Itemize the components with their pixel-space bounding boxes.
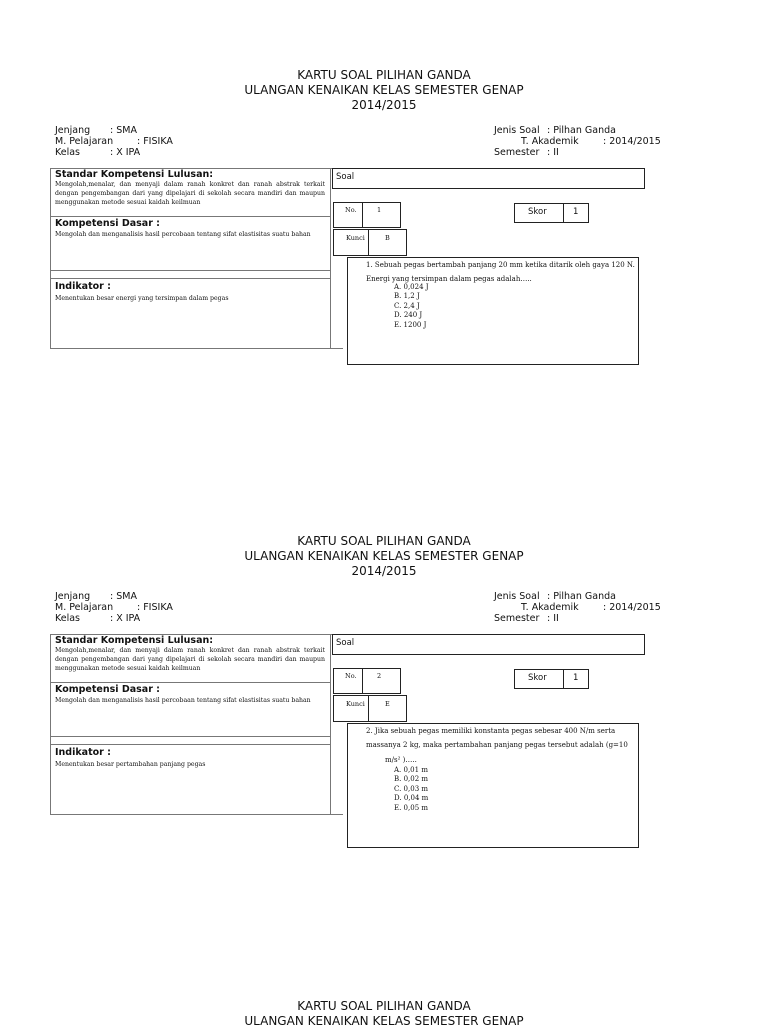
option-a: A. 0,01 m — [394, 766, 428, 774]
question-line-2: massanya 2 kg, maka pertambahan panjang pegas tersebut adalah (g=10 — [366, 741, 628, 749]
kd-section — [51, 216, 330, 271]
title-line1: KARTU SOAL PILIHAN GANDA — [297, 68, 471, 82]
value-jenis-soal: : Pilhan Ganda — [547, 591, 616, 602]
no-value: 1 — [377, 206, 382, 214]
kd-text: Mengolah dan menganalisis hasil percobaan tentang sifat elastisitas suatu bahan — [55, 697, 311, 704]
label-pelajaran: M. Pelajaran — [55, 136, 114, 147]
kunci-label: Kunci — [346, 234, 365, 242]
skl-title: Standar Kompetensi Lulusan: — [55, 169, 214, 180]
skor-label: Skor — [528, 673, 547, 683]
question-card-1 — [0, 0, 768, 440]
indikator-text: Menentukan besar energi yang tersimpan dalam pegas — [55, 295, 229, 302]
value-pelajaran: : FISIKA — [137, 602, 173, 613]
title-line1: KARTU SOAL PILIHAN GANDA — [297, 999, 471, 1013]
indikator-section — [51, 744, 330, 817]
question-line-1: 1. Sebuah pegas bertambah panjang 20 mm ketika ditarik oleh gaya 120 N. — [366, 261, 635, 269]
value-semester: : II — [547, 147, 559, 158]
label-akademik: T. Akademik — [521, 602, 579, 613]
value-kelas: : X IPA — [110, 613, 141, 624]
option-c: C. 2,4 J — [394, 301, 420, 310]
skor-value: 1 — [573, 207, 579, 217]
option-b: B. 0,02 m — [394, 775, 429, 784]
soal-header — [332, 634, 645, 655]
card-title-3 — [0, 999, 768, 1029]
kd-title: Kompetensi Dasar : — [55, 218, 160, 229]
indikator-title: Indikator : — [55, 281, 111, 292]
value-jenis-soal: : Pilhan Ganda — [547, 125, 616, 136]
skl-text: Mengolah,menalar, dan menyaji dalam ranah konkret dan ranah abstrak terkait dengan pengembangan dari yang dipelajari di sekolah secara mandiri dan maupun menggunakan metode sesuai kaidah keilmuan — [55, 181, 325, 206]
value-jenjang: : SMA — [110, 125, 137, 136]
kunci-box — [333, 229, 407, 256]
option-d: D. 240 J — [394, 311, 423, 320]
indikator-title: Indikator : — [55, 747, 111, 758]
option-e: E. 1200 J — [394, 320, 427, 329]
label-jenjang: Jenjang — [55, 591, 91, 602]
title-line2: ULANGAN KENAIKAN KELAS SEMESTER GENAP — [244, 1014, 524, 1028]
soal-label: Soal — [336, 638, 355, 648]
kunci-box — [333, 695, 407, 722]
value-pelajaran: : FISIKA — [137, 136, 173, 147]
question-unit-line: m/s² )….. — [385, 756, 417, 764]
title-line1: KARTU SOAL PILIHAN GANDA — [297, 534, 471, 548]
title-line3: 2014/2015 — [351, 98, 417, 112]
no-box — [333, 668, 401, 694]
label-pelajaran: M. Pelajaran — [55, 602, 114, 613]
card-title-2 — [0, 534, 768, 579]
option-e: E. 0,05 m — [394, 803, 429, 812]
soal-label: Soal — [336, 172, 355, 182]
soal-header — [332, 168, 645, 189]
option-c: C. 0,03 m — [394, 784, 429, 793]
value-jenjang: : SMA — [110, 591, 137, 602]
skl-section — [51, 635, 330, 683]
skor-value: 1 — [573, 673, 579, 683]
kunci-value: E — [385, 700, 390, 708]
label-jenis-soal: Jenis Soal — [494, 125, 540, 136]
option-d: D. 0,04 m — [394, 794, 429, 803]
card-title-1 — [0, 68, 768, 113]
no-label: No. — [345, 206, 357, 214]
skor-box — [514, 669, 589, 689]
competency-box — [50, 168, 343, 349]
label-semester: Semester — [494, 147, 540, 158]
no-box — [333, 202, 401, 228]
label-jenis-soal: Jenis Soal — [494, 591, 540, 602]
option-a: A. 0,024 J — [394, 283, 429, 291]
value-akademik: : 2014/2015 — [603, 136, 661, 147]
kunci-label: Kunci — [346, 700, 365, 708]
label-akademik: T. Akademik — [521, 136, 579, 147]
kd-section — [51, 682, 330, 737]
competency-box — [50, 634, 343, 815]
title-line2: ULANGAN KENAIKAN KELAS SEMESTER GENAP — [244, 83, 524, 97]
title-line2: ULANGAN KENAIKAN KELAS SEMESTER GENAP — [244, 549, 524, 563]
label-kelas: Kelas — [55, 147, 81, 158]
label-jenjang: Jenjang — [55, 125, 91, 136]
skl-text: Mengolah,menalar, dan menyaji dalam ranah konkret dan ranah abstrak terkait dengan pengembangan dari yang dipelajari di sekolah secara mandiri dan maupun menggunakan metode sesuai kaidah keilmuan — [55, 647, 325, 672]
skl-section — [51, 169, 330, 217]
kunci-value: B — [385, 234, 390, 242]
label-semester: Semester — [494, 613, 540, 624]
no-value: 2 — [377, 672, 382, 680]
no-label: No. — [345, 672, 357, 680]
option-b: B. 1,2 J — [394, 292, 420, 301]
kd-title: Kompetensi Dasar : — [55, 684, 160, 695]
value-kelas: : X IPA — [110, 147, 141, 158]
indikator-section — [51, 278, 330, 351]
question-line-1: 2. Jika sebuah pegas memiliki konstanta pegas sebesar 400 N/m serta — [366, 727, 616, 735]
skl-title: Standar Kompetensi Lulusan: — [55, 635, 214, 646]
skor-label: Skor — [528, 207, 547, 217]
question-card-2 — [0, 466, 768, 906]
kd-text: Mengolah dan menganalisis hasil percobaan tentang sifat elastisitas suatu bahan — [55, 231, 311, 238]
question-box — [347, 723, 639, 848]
skor-box — [514, 203, 589, 223]
question-line-2: Energi yang tersimpan dalam pegas adalah….. — [366, 275, 532, 283]
value-akademik: : 2014/2015 — [603, 602, 661, 613]
title-line3: 2014/2015 — [351, 564, 417, 578]
indikator-text: Menentukan besar pertambahan panjang pegas — [55, 761, 206, 768]
value-semester: : II — [547, 613, 559, 624]
question-box — [347, 257, 639, 365]
label-kelas: Kelas — [55, 613, 81, 624]
